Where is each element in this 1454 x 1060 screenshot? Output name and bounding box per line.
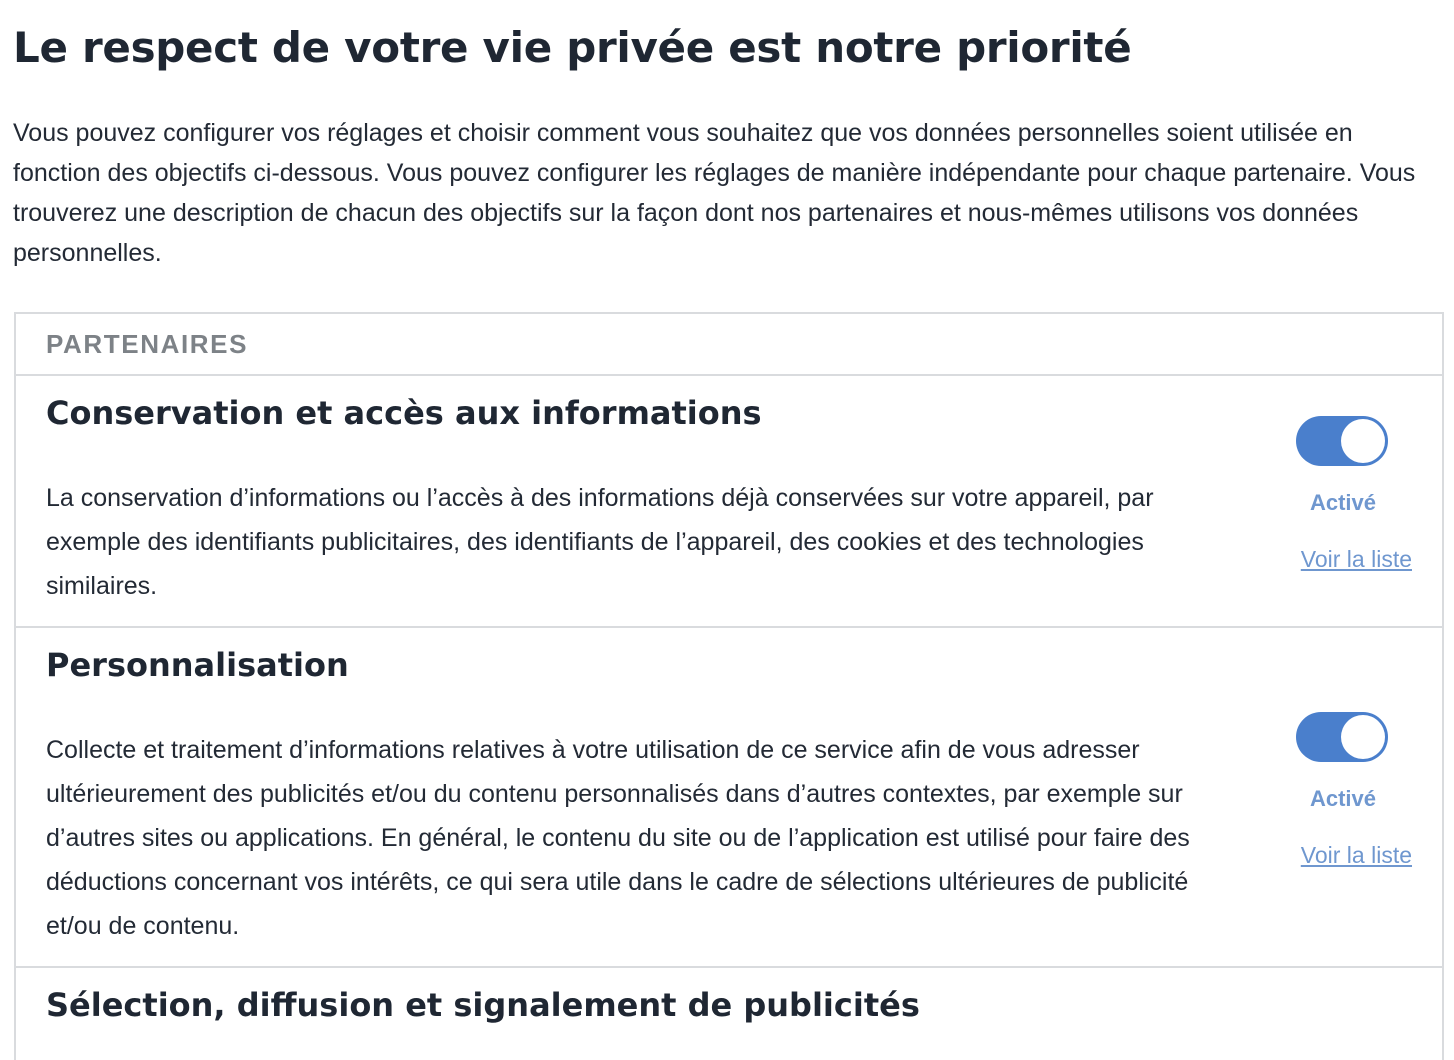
purpose-title: Personnalisation	[46, 646, 349, 684]
toggle-knob	[1341, 419, 1385, 463]
view-list-link[interactable]: Voir la liste	[1300, 842, 1412, 868]
consent-toggle[interactable]	[1296, 712, 1388, 762]
purpose-description: Collecte et traitement d’informations relatives à votre utilisation de ce service afin de vous adresser ultérieurement des publicités et/ou du contenu personnalisés dans d’autres contextes, par exemple sur d’autres sites ou applications. En général, le contenu du site ou de l’application est utilisé pour faire des déductions concernant vos intérêts, ce qui sera utile dans le cadre de sélections ultérieures de publicité et/ou de contenu.	[46, 736, 1190, 940]
toggle-status-label: Activé	[1309, 786, 1377, 811]
panel-header	[16, 314, 1442, 376]
purpose-storage-access	[16, 376, 1442, 628]
purpose-title: Sélection, diffusion et signalement de publicités	[46, 986, 920, 1024]
view-list-link[interactable]: Voir la liste	[1300, 546, 1412, 572]
purpose-description: La conservation d’informations ou l’accès à des informations déjà conservées sur votre appareil, par exemple des identifiants publicitaires, des identifiants de l’appareil, des cookies et des technologies similaires.	[46, 484, 1154, 600]
page-title: Le respect de votre vie privée est notre priorité	[13, 23, 1132, 72]
consent-toggle[interactable]	[1296, 416, 1388, 466]
purpose-controls	[1272, 416, 1412, 573]
toggle-status-label: Activé	[1309, 490, 1377, 515]
purpose-personalisation	[16, 628, 1442, 968]
intro-text: Vous pouvez configurer vos réglages et choisir comment vous souhaitez que vos données personnelles soient utilisée en fonction des objectifs ci-dessous. Vous pouvez configurer les réglages de manière indépendante pour chaque partenaire. Vous trouverez une description de chacun des objectifs sur la façon dont nos partenaires et nous-mêmes utilisons vos données personnelles.	[13, 119, 1416, 267]
toggle-knob	[1341, 715, 1385, 759]
purpose-controls	[1272, 712, 1412, 869]
purpose-title: Conservation et accès aux informations	[46, 394, 762, 432]
panel-header-label: PARTENAIRES	[46, 329, 249, 359]
purpose-ad-selection	[16, 968, 1442, 1060]
purposes-panel	[14, 312, 1444, 1060]
